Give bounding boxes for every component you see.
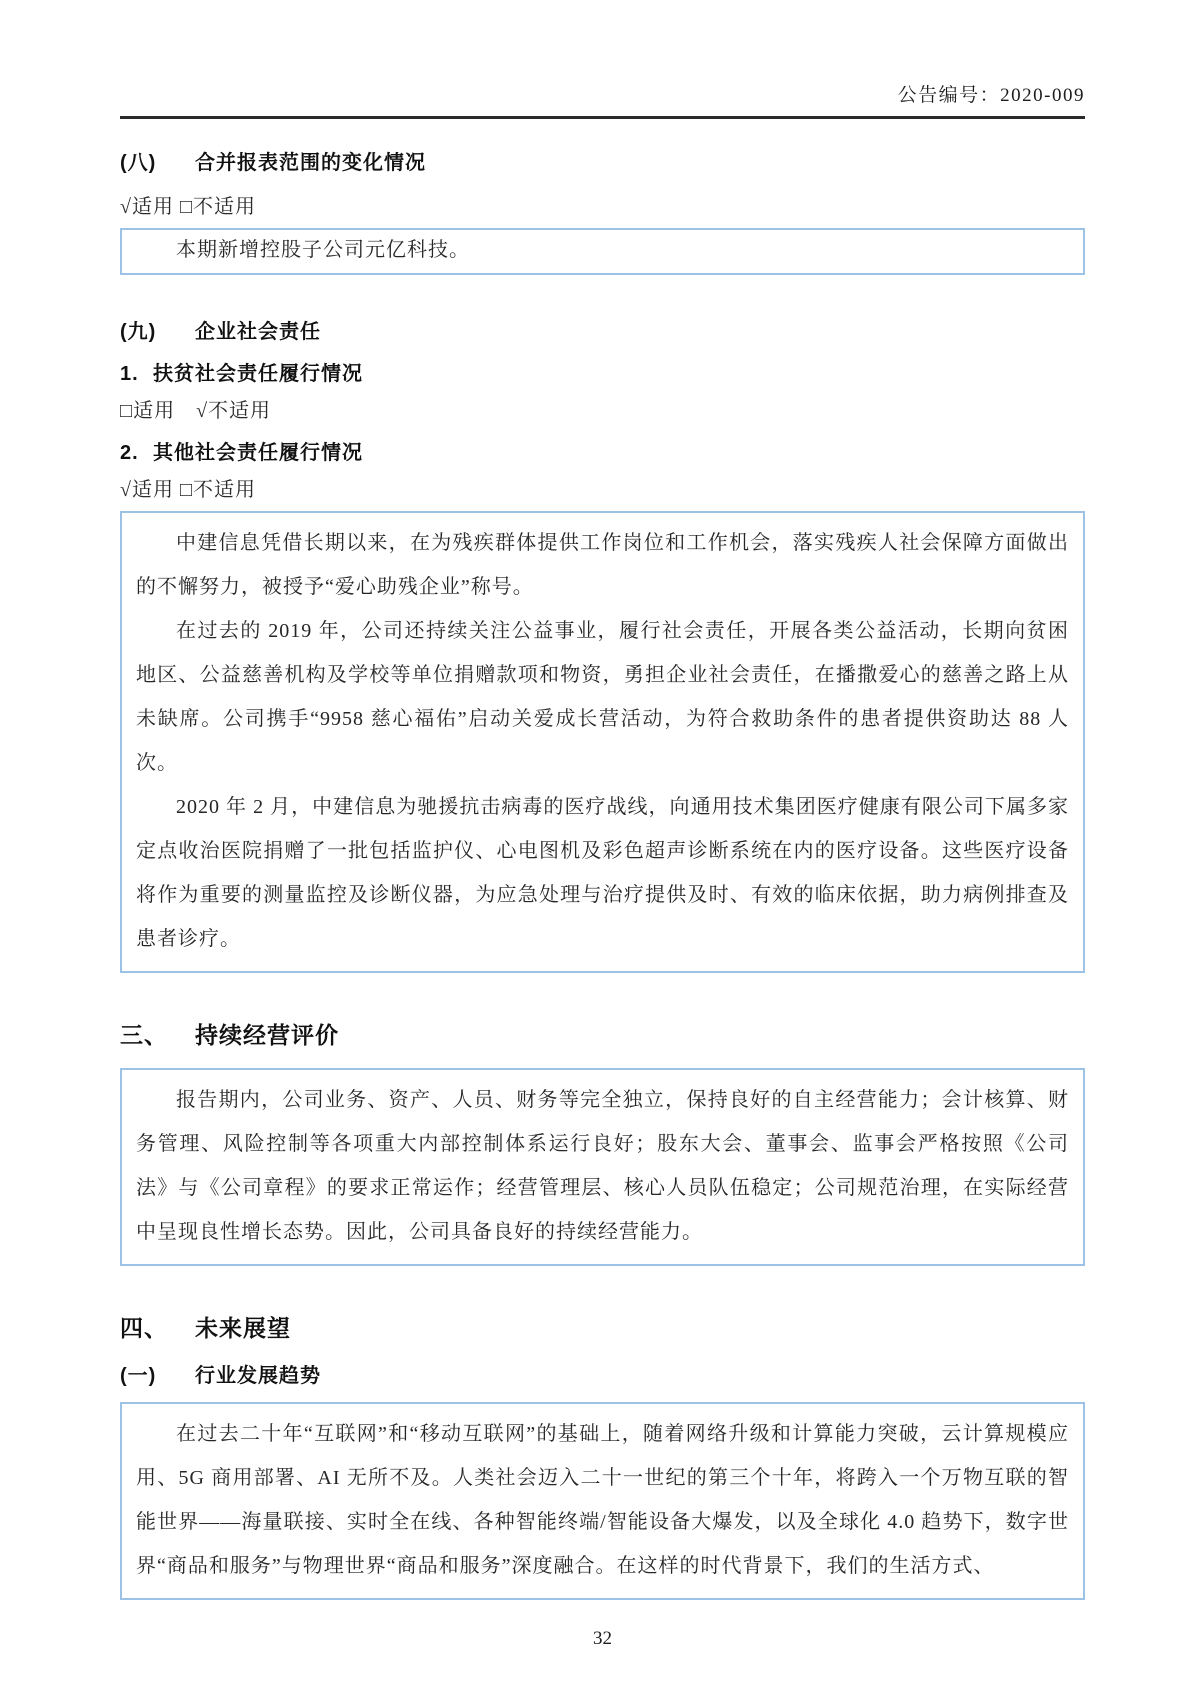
section-4-heading [120, 1310, 1085, 1343]
csr-paragraph-2: 在过去的 2019 年，公司还持续关注公益事业，履行社会责任，开展各类公益活动，长期向贫困地区、公益慈善机构及学校等单位捐赠款项和物资，勇担企业社会责任，在播撒爱心的慈善之路上从未缺席。公司携手“9958 慈心福佑”启动关爱成长营活动，为符合救助条件的患者提供资助达 88 人次。 [136, 620, 1069, 774]
section-4-sub-heading [120, 1359, 1085, 1388]
section-8-box-text: 本期新增控股子公司元亿科技。 [176, 239, 470, 261]
section-8-heading [120, 146, 1085, 175]
item-1-title: 扶贫社会责任履行情况 [153, 363, 363, 385]
section-3-title: 持续经营评价 [195, 1022, 339, 1048]
section-9-heading [120, 315, 1085, 344]
csr-paragraph-1: 中建信息凭借长期以来，在为残疾群体提供工作岗位和工作机会，落实残疾人社会保障方面做出的不懈努力，被授予“爱心助残企业”称号。 [136, 532, 1069, 598]
section-4-sub-title: 行业发展趋势 [195, 1365, 321, 1387]
page-number: 32 [593, 1628, 612, 1649]
section-9-label: (九) [120, 321, 157, 343]
section-4-label: 四、 [120, 1315, 168, 1341]
section-8-title: 合并报表范围的变化情况 [195, 152, 426, 174]
section-8-label: (八) [120, 152, 157, 174]
going-concern-paragraph: 报告期内，公司业务、资产、人员、财务等完全独立，保持良好的自主经营能力；会计核算、财务管理、风险控制等各项重大内部控制体系运行良好；股东大会、董事会、监事会严格按照《公司法》与《公司章程》的要求正常运作；经营管理层、核心人员队伍稳定；公司规范治理，在实际经营中呈现良性增长态势。因此，公司具备良好的持续经营能力。 [136, 1089, 1069, 1243]
item-2-number: 2. [120, 442, 139, 464]
item-2-applicability: √适用 □不适用 [120, 479, 257, 501]
section-9-content-box [120, 511, 1085, 973]
section-4-title: 未来展望 [195, 1315, 291, 1341]
item-2-title: 其他社会责任履行情况 [153, 442, 363, 464]
outlook-paragraph: 在过去二十年“互联网”和“移动互联网”的基础上，随着网络升级和计算能力突破，云计算规模应用、5G 商用部署、AI 无所不及。人类社会迈入二十一世纪的第三个十年，将跨入一个万物互联的智能世界——海量联接、实时全在线、各种智能终端/智能设备大爆发，以及全球化 4.0 趋势下，数字世界“商品和服务”与物理世界“商品和服务”深度融合。在这样的时代背景下，我们的生活方式、 [136, 1423, 1069, 1577]
section-9-title: 企业社会责任 [195, 321, 321, 343]
item-1-applicability: □适用 √不适用 [120, 400, 272, 422]
announcement-number: 公告编号：2020-009 [120, 80, 1085, 119]
csr-paragraph-3: 2020 年 2 月，中建信息为驰援抗击病毒的医疗战线，向通用技术集团医疗健康有限公司下属多家定点收治医院捐赠了一批包括监护仪、心电图机及彩色超声诊断系统在内的医疗设备。这些医疗设备将作为重要的测量监控及诊断仪器，为应急处理与治疗提供及时、有效的临床依据，助力病例排查及患者诊疗。 [136, 796, 1069, 950]
section-4-sub-label: (一) [120, 1365, 157, 1387]
section-3-content-box [120, 1068, 1085, 1266]
section-4-content-box [120, 1402, 1085, 1600]
section-8-applicability: √适用 □不适用 [120, 196, 257, 218]
section-3-heading [120, 1017, 1085, 1050]
section-8-result-box [120, 228, 1085, 275]
section-9-item-1-heading [120, 357, 1085, 386]
section-3-label: 三、 [120, 1022, 168, 1048]
item-1-number: 1. [120, 363, 139, 385]
section-9-item-2-heading [120, 436, 1085, 465]
